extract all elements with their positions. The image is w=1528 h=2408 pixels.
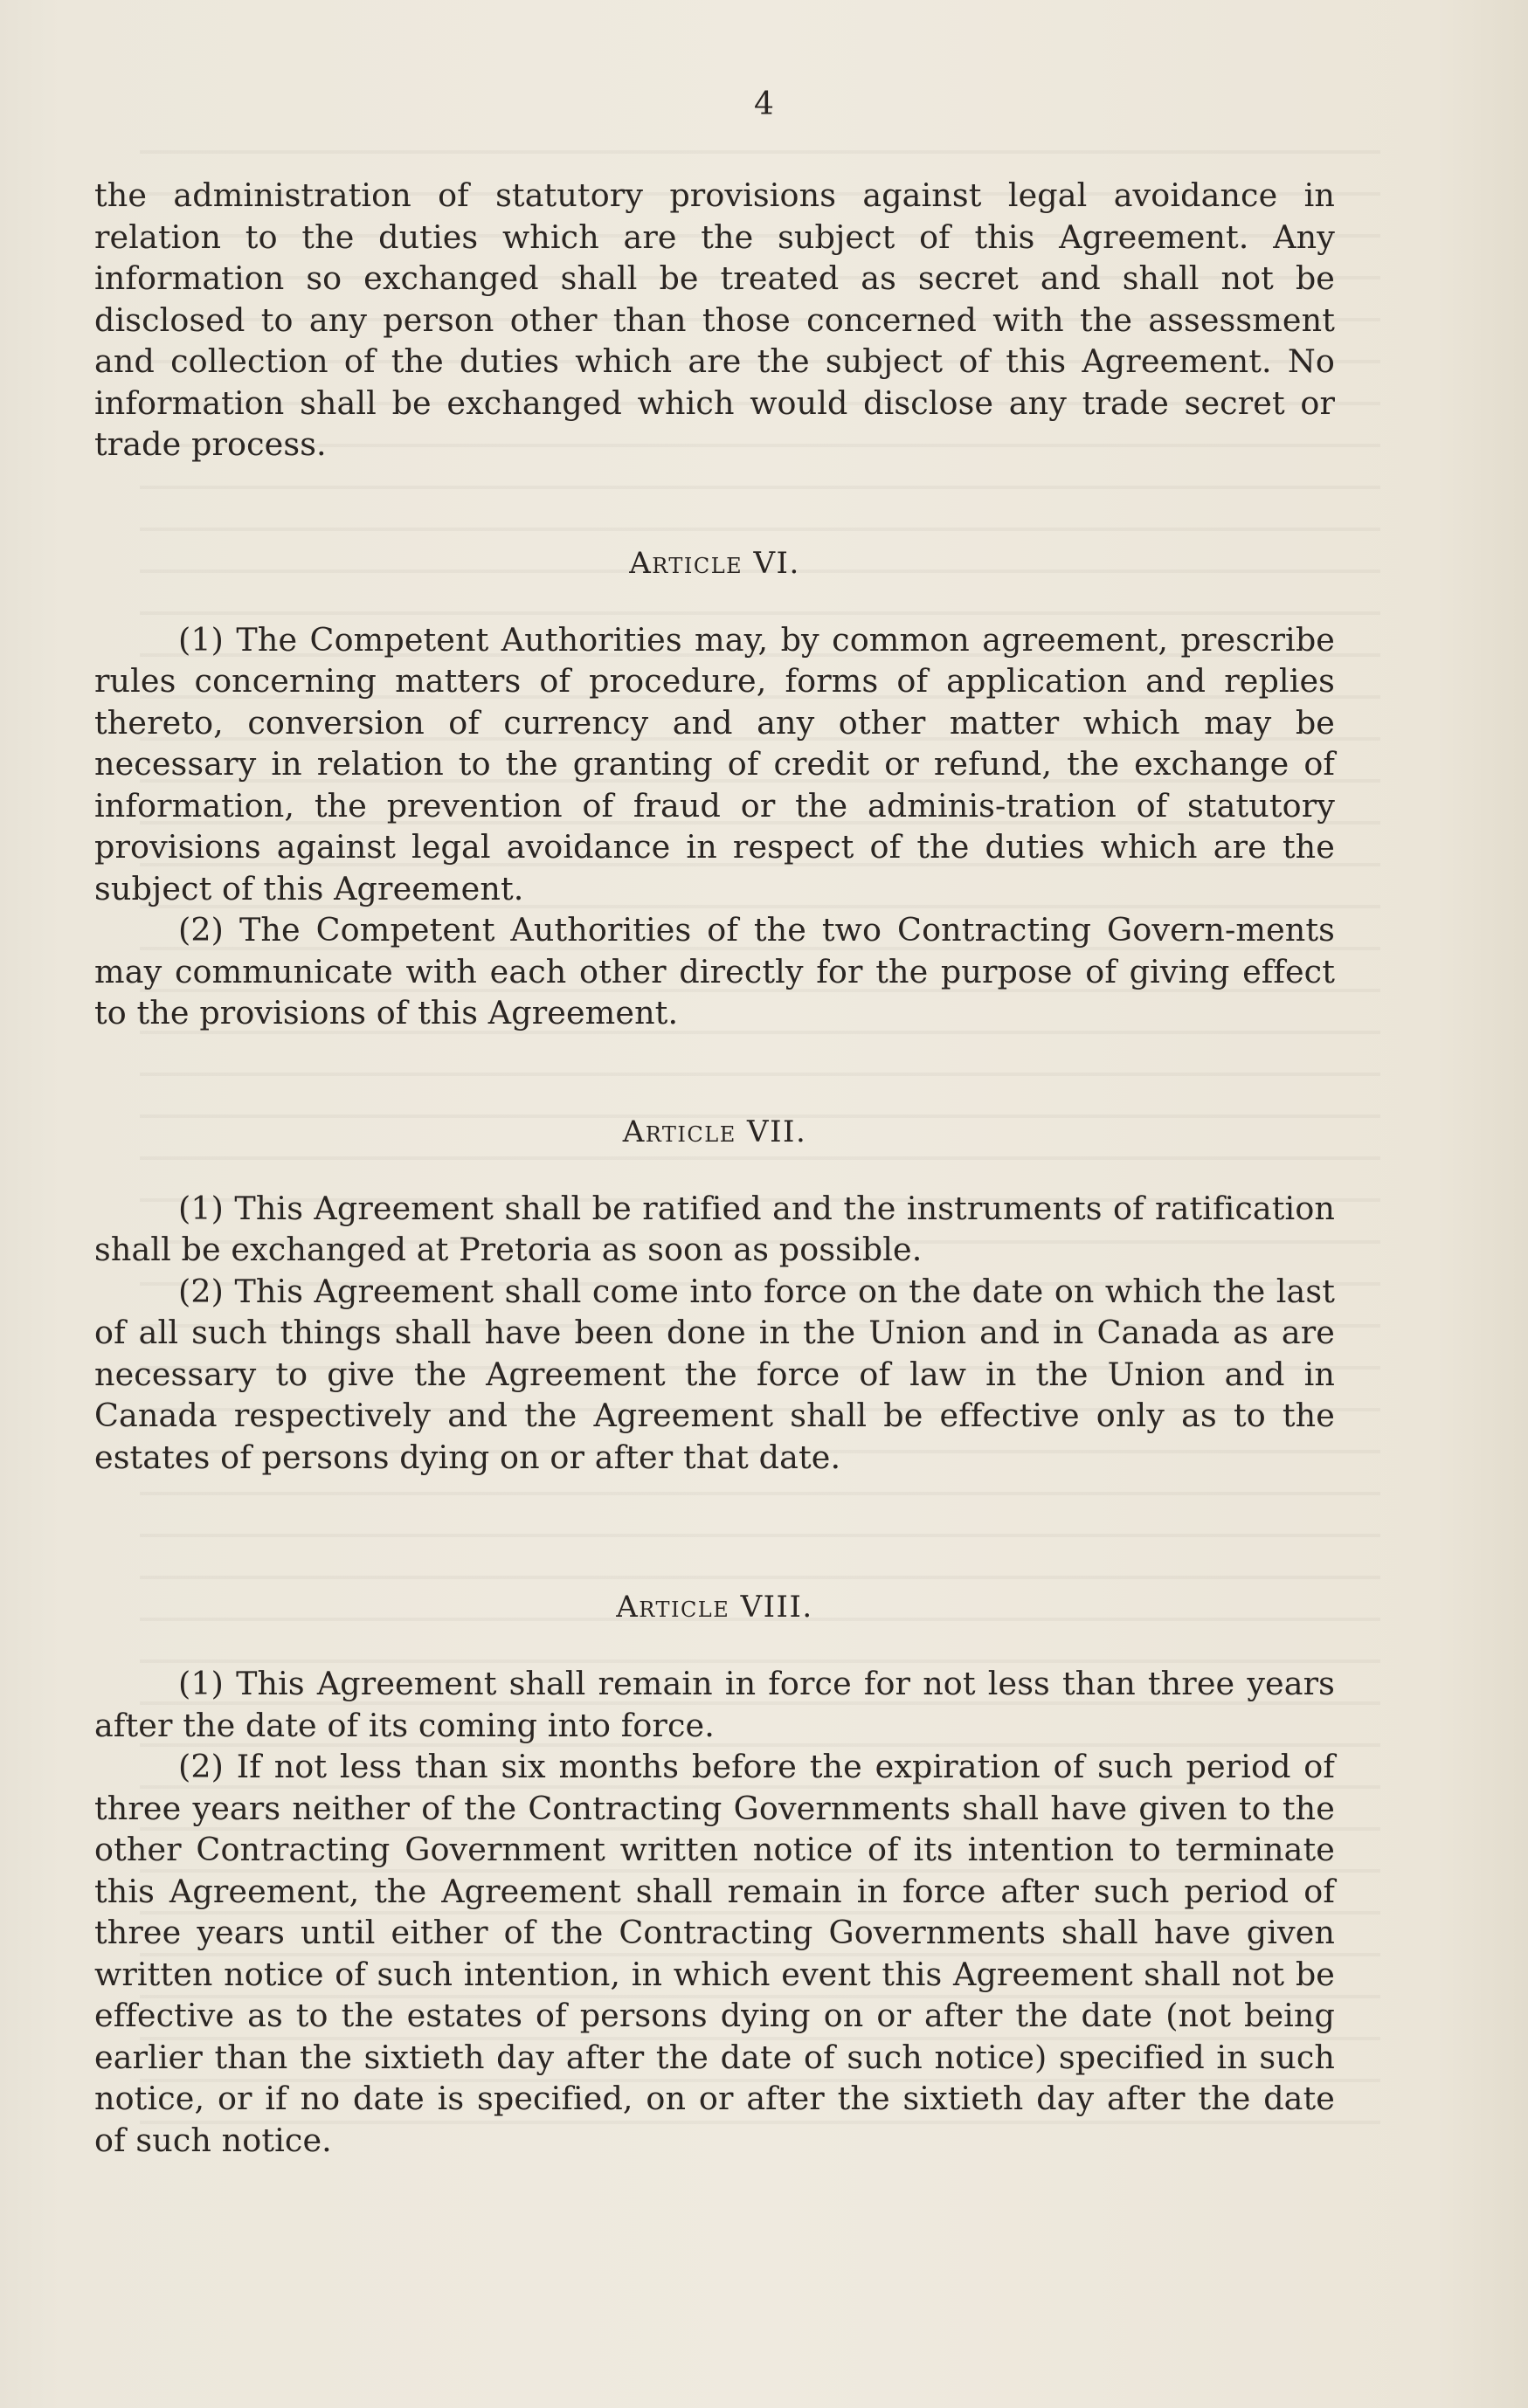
page-number: 4 — [754, 86, 774, 122]
article-8-paragraph-1: (1) This Agreement shall remain in force for not less than three years after the date of its coming into force. — [94, 1665, 1335, 1744]
article-7-heading: Article VII. — [622, 1114, 807, 1149]
document-body — [94, 175, 1335, 2161]
article-6-heading: Article VI. — [629, 545, 800, 581]
intro-paragraph: the administration of statutory provisions against legal avoidance in relation to the duties which are the subject of this Agreement. Any information so exchanged shall be treated as secret and shall not be disclosed to any person other than those concerned with the assessment and collection of the duties which are the subject of this Agreement. No information shall be exchanged which would disclose any trade secret or trade process. — [94, 176, 1335, 463]
article-8-heading: Article VIII. — [616, 1590, 813, 1625]
article-8-paragraph-2: (2) If not less than six months before the expiration of such period of three years neither of the Contracting Governments shall have given to the other Contracting Government written notice of its intention to terminate this Agreement, the Agreement shall remain in force after such period of three years until either of the Contracting Governments shall have given written notice of such intention, in which event this Agreement shall not be effective as to the estates of persons dying on or after the date (not being earlier than the sixtieth day after the date of such notice) specified in such notice, or if no date is specified, on or after the sixtieth day after the date of such notice. — [94, 1748, 1335, 2159]
article-7-paragraph-2: (2) This Agreement shall come into force on the date on which the last of all such things shall have been done in the Union and in Canada as are necessary to give the Agreement the force of law in the Union and in Canada respectively and the Agreement shall be effective only as to the estates of persons dying on or after that date. — [94, 1272, 1335, 1476]
article-7-paragraph-1: (1) This Agreement shall be ratified and the instruments of ratification shall be exchanged at Pretoria as soon as possible. — [94, 1189, 1335, 1268]
article-6-paragraph-1: (1) The Competent Authorities may, by common agreement, prescribe rules concerning matters of procedure, forms of application and replies thereto, conversion of currency and any other matter which may be necessary in relation to the granting of credit or refund, the exchange of information, the prevention of fraud or the adminis-tration of statutory provisions against legal avoidance in respect of the duties which are the subject of this Agreement. — [94, 620, 1335, 907]
article-6-paragraph-2: (2) The Competent Authorities of the two Contracting Govern-ments may communicate with each other directly for the purpose of giving effect to the provisions of this Agreement. — [94, 911, 1335, 1032]
